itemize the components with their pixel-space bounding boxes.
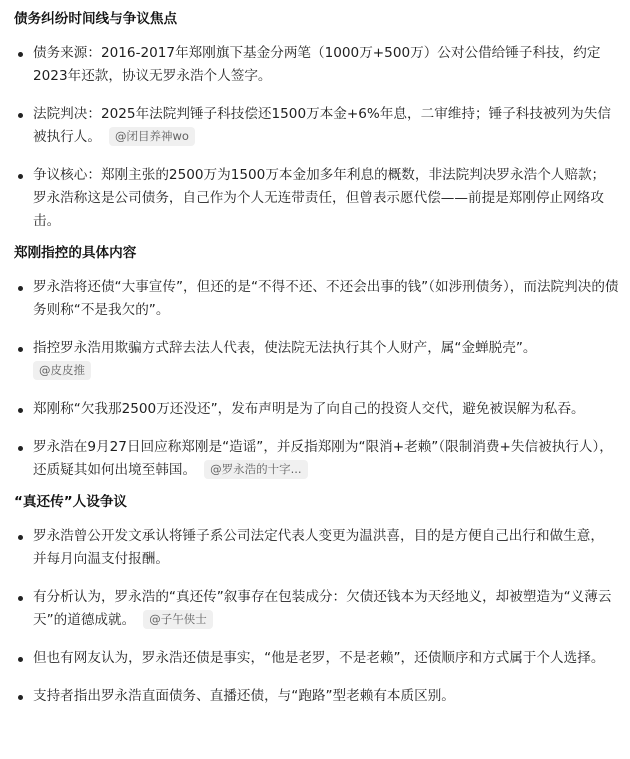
list-item-text: 但也有网友认为，罗永浩还债是事实，“他是老罗，不是老赖”，还债顺序和方式属于个人选择。 [33,650,605,666]
list-item [14,337,613,383]
document [0,8,630,708]
bullet-list-timeline [14,42,616,233]
list-item-text: 争议核心：郑刚主张的2500万为1500万本金加多年利息的概数，非法院判决罗永浩个人赔款；罗永浩称这是公司债务，自己作为个人无连带责任，但曾表示愿代偿——前提是郑刚停止网络攻击。 [33,167,606,229]
section-heading-persona: “真还传”人设争议 [14,494,128,510]
list-item [14,647,613,670]
list-item [14,525,613,571]
list-item-text: 有分析认为，罗永浩的“真还传”叙事存在包装成分：欠债还钱本为天经地义，却被塑造为“义薄云天”的道德成就。 [33,589,612,628]
list-item [14,103,613,149]
list-item [14,685,613,708]
list-item-text: 郑刚称“欠我那2500万还没还”，发布声明是为了向自己的投资人交代，避免被误解为私吞。 [33,401,585,417]
list-item-text: 罗永浩在9月27日回应称郑刚是“造谣”，并反指郑刚为“限消+老赖”（限制消费+失信被执行人），还质疑其如何出境至韩国。 [33,439,613,478]
source-tag[interactable]: @罗永浩的十字... [204,460,307,479]
bullet-list-allegations [14,276,619,482]
list-item-text: 指控罗永浩用欺骗方式辞去法人代表，使法院无法执行其个人财产，属“金蝉脱壳”。 [33,340,537,356]
list-item-text: 债务来源：2016-2017年郑刚旗下基金分两笔（1000万+500万）公对公借给锤子科技，约定2023年还款，协议无罗永浩个人签字。 [33,45,601,84]
section-heading-timeline: 债务纠纷时间线与争议焦点 [14,11,178,27]
list-item [14,398,613,421]
source-tag[interactable]: @皮皮推 [33,361,91,380]
source-tag[interactable]: @闭目养神wo [109,127,195,146]
list-item-text: 罗永浩将还债“大事宣传”，但还的是“不得不还、不还会出事的钱”（如涉刑债务），而法院判决的债务则称“不是我欠的”。 [33,279,619,318]
list-item [14,164,613,233]
list-item [14,436,613,482]
bullet-list-persona [14,525,616,708]
list-item [14,276,628,322]
list-item-text: 法院判决：2025年法院判锤子科技偿还1500万本金+6%年息，二审维持；锤子科技被列为失信被执行人。 [33,106,611,145]
list-item-text: 罗永浩曾公开发文承认将锤子系公司法定代表人变更为温洪喜，目的是方便自己出行和做生意，并每月向温支付报酬。 [33,528,604,567]
section-heading-allegations: 郑刚指控的具体内容 [14,245,137,261]
source-tag[interactable]: @子午侠士 [143,610,213,629]
list-item-text: 支持者指出罗永浩直面债务、直播还债，与“跑路”型老赖有本质区别。 [33,688,455,704]
list-item [14,586,613,632]
list-item [14,42,613,88]
